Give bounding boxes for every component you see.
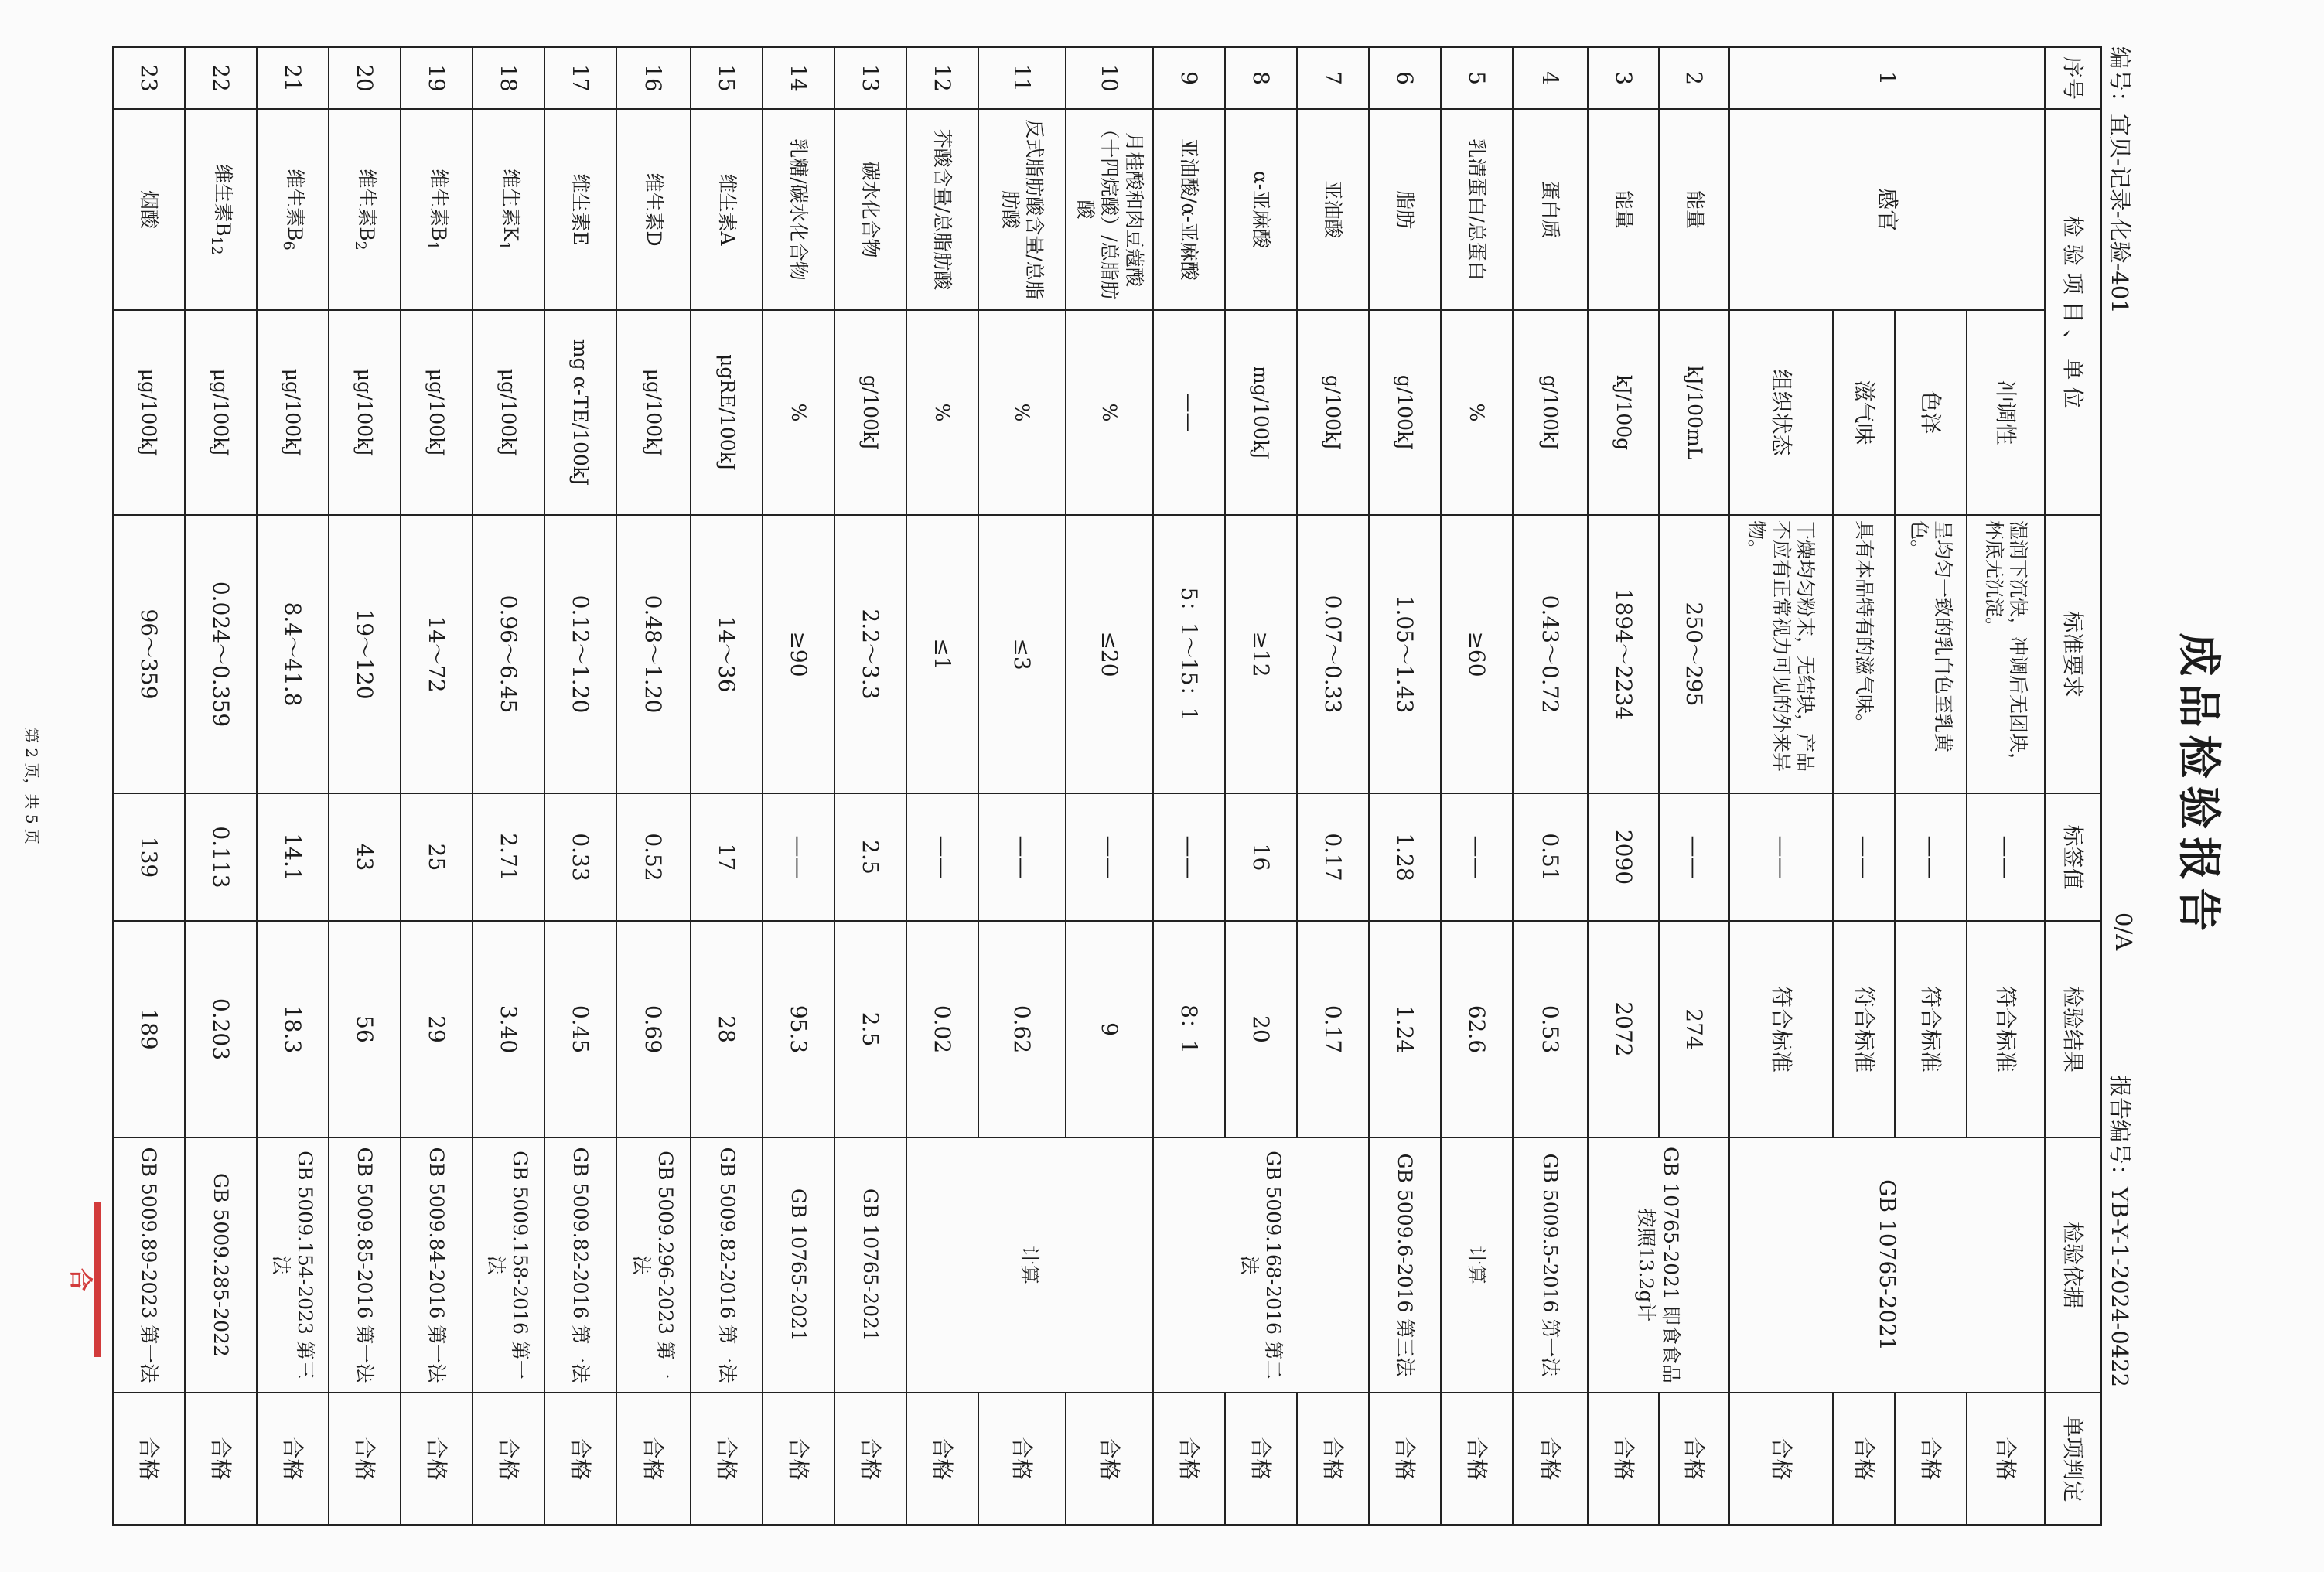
result-cell: 62.6: [1441, 921, 1513, 1137]
requirement-cell: 5：1～15：1: [1153, 515, 1225, 793]
unit-cell: μg/100kJ: [257, 310, 329, 515]
table-row: [544, 47, 616, 1525]
method-cell: GB 5009.5-2016 第一法: [1513, 1137, 1588, 1393]
label-cell: ——: [1729, 793, 1832, 921]
label-cell: 2.71: [473, 793, 544, 921]
unit-cell: %: [1441, 310, 1513, 515]
result-cell: 1.24: [1369, 921, 1441, 1137]
table-row: [1441, 47, 1513, 1525]
item-cell: 反式脂肪酸含量/总脂肪酸: [978, 109, 1066, 310]
requirement-cell: 湿润下沉快，冲调后无团块，杯底无沉淀。: [1967, 515, 2045, 793]
doc-number: 编号：宜贝-记录-化验-401: [2107, 46, 2133, 314]
method-cell: GB 5009.85-2016 第一法: [329, 1137, 401, 1393]
seq-cell: 20: [329, 47, 401, 109]
seq-cell: 18: [473, 47, 544, 109]
item-cell: [257, 109, 329, 310]
method-cell: GB 5009.82-2016 第一法: [691, 1137, 763, 1393]
item-cell: 能量: [1660, 109, 1730, 310]
col-seq: 序号: [2045, 47, 2101, 109]
item-name: 维生素K: [499, 169, 522, 241]
verdict-cell: 合格: [1153, 1393, 1225, 1525]
report-title: 成品检验报告: [2173, 633, 2224, 939]
item-name: 维生素B: [283, 169, 306, 241]
item-cell: [329, 109, 401, 310]
seq-cell: 3: [1588, 47, 1660, 109]
seq-cell: 10: [1066, 47, 1153, 109]
table-row: [763, 47, 834, 1525]
label-cell: 2090: [1588, 793, 1660, 921]
verdict-cell: 合格: [1297, 1393, 1369, 1525]
verdict-cell: 合格: [401, 1393, 473, 1525]
result-cell: 0.02: [906, 921, 978, 1137]
seq-cell: 13: [834, 47, 906, 109]
label-cell: ——: [1895, 793, 1967, 921]
item-cell: 维生素A: [691, 109, 763, 310]
requirement-cell: 1.05～1.43: [1369, 515, 1441, 793]
verdict-cell: 合格: [1660, 1393, 1730, 1525]
seq-cell: 6: [1369, 47, 1441, 109]
label-cell: ——: [1967, 793, 2045, 921]
seq-cell: 11: [978, 47, 1066, 109]
result-cell: 9: [1066, 921, 1153, 1137]
result-cell: 18.3: [257, 921, 329, 1137]
verdict-cell: 合格: [1967, 1393, 2045, 1525]
item-name: 维生素B: [427, 169, 450, 241]
item-cell: [185, 109, 257, 310]
seq-cell: 22: [185, 47, 257, 109]
item-name: 维生素B: [355, 169, 378, 241]
seq-cell: 4: [1513, 47, 1588, 109]
result-cell: 56: [329, 921, 401, 1137]
requirement-cell: 0.024～0.359: [185, 515, 257, 793]
method-cell: GB 10765-2021: [834, 1137, 906, 1393]
table-row: [113, 47, 185, 1525]
unit-cell: ——: [1153, 310, 1225, 515]
verdict-cell: 合格: [257, 1393, 329, 1525]
result-cell: 0.45: [544, 921, 616, 1137]
requirement-cell: 14～36: [691, 515, 763, 793]
table-row: [1297, 47, 1369, 1525]
report-number: 报告编号：YB-Y-1-2024-0422: [2107, 1075, 2133, 1388]
requirement-cell: 8.4～41.8: [257, 515, 329, 793]
item-cell: [401, 109, 473, 310]
seq-cell: 9: [1153, 47, 1225, 109]
seq-cell: 19: [401, 47, 473, 109]
unit-cell: kJ/100mL: [1660, 310, 1730, 515]
requirement-cell: 1894～2234: [1588, 515, 1660, 793]
col-label-value: 标签值: [2045, 793, 2101, 921]
method-cell: GB 5009.6-2016 第三法: [1369, 1137, 1441, 1393]
seq-cell: 17: [544, 47, 616, 109]
unit-cell: mg α-TE/100kJ: [544, 310, 616, 515]
verdict-cell: 合格: [113, 1393, 185, 1525]
requirement-cell: 96～359: [113, 515, 185, 793]
item-cell: 维生素E: [544, 109, 616, 310]
revision: 0/A: [2111, 912, 2137, 951]
method-cell: GB 5009.89-2023 第一法: [113, 1137, 185, 1393]
result-cell: 0.17: [1297, 921, 1369, 1137]
result-cell: 符合标准: [1895, 921, 1967, 1137]
label-cell: 0.113: [185, 793, 257, 921]
unit-cell: g/100kJ: [1297, 310, 1369, 515]
verdict-cell: 合格: [1369, 1393, 1441, 1525]
item-name: 维生素B: [212, 164, 235, 237]
result-cell: 3.40: [473, 921, 544, 1137]
result-cell: 274: [1660, 921, 1730, 1137]
requirement-cell: 0.07～0.33: [1297, 515, 1369, 793]
col-item: 检 验 项 目 、 单 位: [2045, 109, 2101, 515]
method-cell: GB 5009.154-2023 第三法: [257, 1137, 329, 1393]
unit-cell: mg/100kJ: [1225, 310, 1297, 515]
requirement-cell: 干燥均匀粉末，无结块，产品不应有正常视力可见的外来异物。: [1729, 515, 1832, 793]
method-cell: GB 5009.84-2016 第一法: [401, 1137, 473, 1393]
requirement-cell: ≤1: [906, 515, 978, 793]
verdict-cell: 合格: [1833, 1393, 1896, 1525]
label-cell: ——: [1441, 793, 1513, 921]
label-cell: 16: [1225, 793, 1297, 921]
result-cell: 符合标准: [1967, 921, 2045, 1137]
unit-cell: kJ/100g: [1588, 310, 1660, 515]
unit-cell: g/100kJ: [1369, 310, 1441, 515]
result-cell: 20: [1225, 921, 1297, 1137]
item-subscript: 1: [423, 240, 441, 251]
table-row: [257, 47, 329, 1525]
verdict-cell: 合格: [185, 1393, 257, 1525]
item-cell: 亚油酸/α-亚麻酸: [1153, 109, 1225, 310]
result-cell: 189: [113, 921, 185, 1137]
item-subscript: 1: [495, 240, 513, 251]
result-cell: 8：1: [1153, 921, 1225, 1137]
table-row: [185, 47, 257, 1525]
method-cell: 计算: [906, 1137, 1153, 1393]
item-cell: 蛋白质: [1513, 109, 1588, 310]
label-cell: 2.5: [834, 793, 906, 921]
sub-item-cell: 滋气味: [1833, 310, 1896, 515]
result-cell: 0.203: [185, 921, 257, 1137]
requirement-cell: 0.43～0.72: [1513, 515, 1588, 793]
result-cell: 符合标准: [1833, 921, 1896, 1137]
header-row: [2045, 47, 2101, 1525]
label-cell: ——: [763, 793, 834, 921]
label-cell: ——: [978, 793, 1066, 921]
result-cell: 符合标准: [1729, 921, 1832, 1137]
result-cell: 95.3: [763, 921, 834, 1137]
verdict-cell: 合格: [691, 1393, 763, 1525]
seq-cell: 2: [1660, 47, 1730, 109]
requirement-cell: 19～120: [329, 515, 401, 793]
result-cell: 0.53: [1513, 921, 1588, 1137]
table-row: [691, 47, 763, 1525]
unit-cell: g/100kJ: [834, 310, 906, 515]
method-cell: GB 10765-2021: [1729, 1137, 2045, 1393]
result-cell: 2072: [1588, 921, 1660, 1137]
label-cell: ——: [1660, 793, 1730, 921]
table-row: [329, 47, 401, 1525]
item-cell: 脂肪: [1369, 109, 1441, 310]
verdict-cell: 合格: [1441, 1393, 1513, 1525]
item-cell: 亚油酸: [1297, 109, 1369, 310]
method-cell: GB 5009.296-2023 第一法: [616, 1137, 691, 1393]
label-cell: ——: [1153, 793, 1225, 921]
label-cell: 0.33: [544, 793, 616, 921]
verdict-cell: 合格: [834, 1393, 906, 1525]
item-cell: 维生素D: [616, 109, 691, 310]
seq-cell: 1: [1729, 47, 2045, 109]
item-cell: 月桂酸和肉豆蔻酸（十四烷酸）/总脂肪酸: [1066, 109, 1153, 310]
label-cell: 1.28: [1369, 793, 1441, 921]
seq-cell: 8: [1225, 47, 1297, 109]
method-cell: GB 5009.168-2016 第二法: [1153, 1137, 1369, 1393]
result-cell: 0.62: [978, 921, 1066, 1137]
seq-cell: 21: [257, 47, 329, 109]
unit-cell: %: [978, 310, 1066, 515]
inspection-table: [112, 46, 2102, 1526]
item-cell: 碳水化合物: [834, 109, 906, 310]
seq-cell: 12: [906, 47, 978, 109]
item-cell: 烟酸: [113, 109, 185, 310]
table-row: [401, 47, 473, 1525]
verdict-cell: 合格: [906, 1393, 978, 1525]
table-row: [473, 47, 544, 1525]
method-cell: GB 5009.82-2016 第一法: [544, 1137, 616, 1393]
col-result: 检验结果: [2045, 921, 2101, 1137]
requirement-cell: 具有本品特有的滋气味。: [1833, 515, 1896, 793]
method-cell: GB 10765-2021: [763, 1137, 834, 1393]
label-cell: 139: [113, 793, 185, 921]
requirement-cell: ≥90: [763, 515, 834, 793]
requirement-cell: ≤20: [1066, 515, 1153, 793]
label-cell: 17: [691, 793, 763, 921]
verdict-cell: 合格: [1588, 1393, 1660, 1525]
requirement-cell: 0.96～6.45: [473, 515, 544, 793]
label-cell: ——: [1066, 793, 1153, 921]
method-cell: GB 5009.285-2022: [185, 1137, 257, 1393]
method-cell: 计算: [1441, 1137, 1513, 1393]
seq-cell: 23: [113, 47, 185, 109]
col-method: 检验依据: [2045, 1137, 2101, 1393]
requirement-cell: ≥60: [1441, 515, 1513, 793]
unit-cell: %: [906, 310, 978, 515]
verdict-cell: 合格: [1225, 1393, 1297, 1525]
result-cell: 0.69: [616, 921, 691, 1137]
sub-item-cell: 组织状态: [1729, 310, 1832, 515]
item-subscript: 2: [351, 240, 369, 251]
unit-cell: μg/100kJ: [473, 310, 544, 515]
sub-item-cell: 冲调性: [1967, 310, 2045, 515]
item-subscript: 6: [279, 240, 297, 251]
requirement-cell: 0.48～1.20: [616, 515, 691, 793]
unit-cell: μg/100kJ: [329, 310, 401, 515]
verdict-cell: 合格: [1066, 1393, 1153, 1525]
red-seal-stamp: 合: [63, 1202, 101, 1357]
col-verdict: 单项判定: [2045, 1393, 2101, 1525]
verdict-cell: 合格: [1729, 1393, 1832, 1525]
unit-cell: μg/100kJ: [113, 310, 185, 515]
method-cell: GB 10765-2021 即食食品按照13.2g计: [1588, 1137, 1730, 1393]
unit-cell: g/100kJ: [1513, 310, 1588, 515]
requirement-cell: 呈均匀一致的乳白色至乳黄色。: [1895, 515, 1967, 793]
verdict-cell: 合格: [1513, 1393, 1588, 1525]
method-cell: GB 5009.158-2016 第一法: [473, 1137, 544, 1393]
result-cell: 2.5: [834, 921, 906, 1137]
item-cell: 乳清蛋白/总蛋白: [1441, 109, 1513, 310]
label-cell: 43: [329, 793, 401, 921]
table-row: [1513, 47, 1588, 1525]
table-row: [1066, 47, 1153, 1525]
unit-cell: μg/100kJ: [401, 310, 473, 515]
table-row: [616, 47, 691, 1525]
unit-cell: μg/100kJ: [616, 310, 691, 515]
verdict-cell: 合格: [473, 1393, 544, 1525]
seq-cell: 7: [1297, 47, 1369, 109]
item-cell: 芥酸含量/总脂肪酸: [906, 109, 978, 310]
requirement-cell: ≥12: [1225, 515, 1297, 793]
label-cell: 14.1: [257, 793, 329, 921]
item-cell: 能量: [1588, 109, 1660, 310]
sub-item-cell: 色泽: [1895, 310, 1967, 515]
requirement-cell: ≤3: [978, 515, 1066, 793]
result-cell: 29: [401, 921, 473, 1137]
verdict-cell: 合格: [1895, 1393, 1967, 1525]
label-cell: ——: [1833, 793, 1896, 921]
verdict-cell: 合格: [544, 1393, 616, 1525]
unit-cell: μg/100kJ: [185, 310, 257, 515]
seq-cell: 5: [1441, 47, 1513, 109]
label-cell: ——: [906, 793, 978, 921]
item-cell: 感官: [1729, 109, 2045, 310]
verdict-cell: 合格: [763, 1393, 834, 1525]
seq-cell: 16: [616, 47, 691, 109]
label-cell: 0.51: [1513, 793, 1588, 921]
label-cell: 25: [401, 793, 473, 921]
item-cell: [473, 109, 544, 310]
unit-cell: %: [763, 310, 834, 515]
item-subscript: 12: [208, 236, 226, 255]
requirement-cell: 250～295: [1660, 515, 1730, 793]
result-cell: 28: [691, 921, 763, 1137]
requirement-cell: 0.12～1.20: [544, 515, 616, 793]
item-cell: 乳糖/碳水化合物: [763, 109, 834, 310]
unit-cell: μgRE/100kJ: [691, 310, 763, 515]
table-row: [1660, 47, 1730, 1525]
verdict-cell: 合格: [329, 1393, 401, 1525]
requirement-cell: 2.2～3.3: [834, 515, 906, 793]
table-row: [1369, 47, 1441, 1525]
table-row: [834, 47, 906, 1525]
requirement-cell: 14～72: [401, 515, 473, 793]
item-cell: α-亚麻酸: [1225, 109, 1297, 310]
verdict-cell: 合格: [616, 1393, 691, 1525]
seq-cell: 14: [763, 47, 834, 109]
table-row: [1967, 47, 2045, 1525]
page-footer: 第 2 页，共 5 页: [22, 728, 41, 844]
unit-cell: %: [1066, 310, 1153, 515]
col-requirement: 标准要求: [2045, 515, 2101, 793]
label-cell: 0.52: [616, 793, 691, 921]
seq-cell: 15: [691, 47, 763, 109]
verdict-cell: 合格: [978, 1393, 1066, 1525]
label-cell: 0.17: [1297, 793, 1369, 921]
